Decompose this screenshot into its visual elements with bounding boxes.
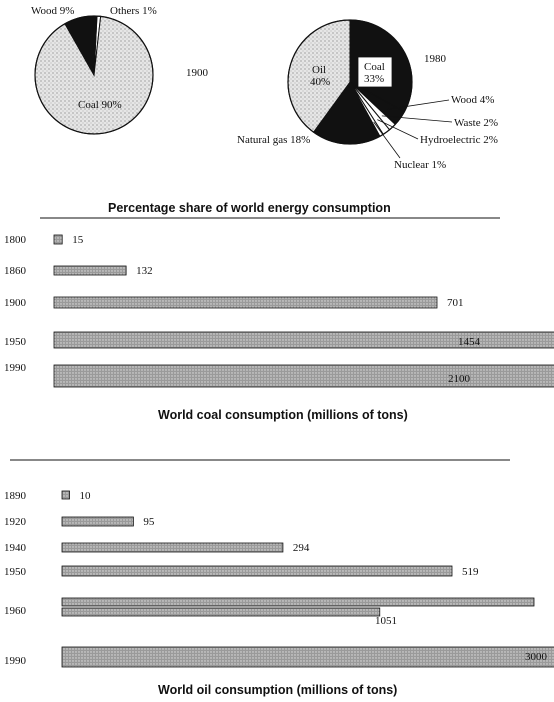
oil-year-label-1890: 1890: [4, 490, 26, 502]
oil-year-label-1920: 1920: [4, 516, 26, 528]
pie-1900-label-wood: Wood 9%: [31, 5, 75, 17]
oil-value-label-1960: 1051: [375, 615, 397, 627]
oil-year-label-1940: 1940: [4, 542, 26, 554]
coal-value-label-1950: 1454: [458, 336, 480, 348]
coal-bar-1990: [54, 365, 554, 387]
oil-bar-1920: [62, 517, 133, 526]
coal-year-label-1800: 1800: [4, 234, 26, 246]
pie-1900-year-label: 1900: [186, 67, 208, 79]
oil-bar-1890: [62, 491, 70, 499]
pie-1980-label-waste: Waste 2%: [454, 117, 499, 129]
pie-1900: [31, 5, 157, 134]
pie-1980-label-wood: Wood 4%: [451, 94, 495, 106]
oil-year-label-1990: 1990: [4, 655, 26, 667]
pie-1980-label-oil: Oil 40%: [310, 64, 331, 88]
pie-1980-label-nuclear: Nuclear 1%: [394, 159, 447, 171]
oil-bar-1960-cont: [62, 608, 380, 616]
oil-bar-1960: [62, 598, 534, 606]
pie-1980-label-natural-gas: Natural gas 18%: [237, 134, 311, 146]
coal-value-label-1900: 701: [447, 297, 464, 309]
oil-bar-1940: [62, 543, 283, 552]
pie-1980-label-coal: Coal 33%: [364, 61, 385, 85]
coal-value-label-1800: 15: [72, 234, 84, 246]
pie-1900-label-others: Others 1%: [110, 5, 157, 17]
pie-1900-label-coal: Coal 90%: [78, 99, 122, 111]
coal-bar-1900: [54, 297, 437, 308]
coal-year-label-1900: 1900: [4, 297, 26, 309]
oil-bar-chart: [4, 490, 554, 667]
coal-chart-title: World coal consumption (millions of tons): [158, 408, 408, 422]
oil-value-label-1890: 10: [79, 490, 91, 502]
pie-section-title: Percentage share of world energy consumption: [108, 201, 391, 215]
oil-value-label-1920: 95: [143, 516, 155, 528]
pie-1980: [237, 20, 498, 171]
coal-value-label-1860: 132: [136, 265, 153, 277]
oil-bar-1990: [62, 647, 554, 667]
pie-1980-label-hydroelectric: Hydroelectric 2%: [420, 134, 498, 146]
coal-bar-1860: [54, 266, 126, 275]
oil-year-label-1960: 1960: [4, 605, 26, 617]
oil-value-label-1950: 519: [462, 566, 479, 578]
coal-year-label-1990: 1990: [4, 362, 26, 374]
coal-bar-chart: [4, 234, 554, 387]
oil-bar-1950: [62, 566, 452, 576]
pie-1980-year-label: 1980: [424, 53, 446, 65]
oil-value-label-1990: 3000: [525, 651, 547, 663]
coal-bar-1800: [54, 235, 62, 244]
oil-chart-title: World oil consumption (millions of tons): [158, 683, 398, 697]
coal-year-label-1860: 1860: [4, 265, 26, 277]
oil-year-label-1950: 1950: [4, 566, 26, 578]
oil-value-label-1940: 294: [292, 542, 310, 554]
coal-year-label-1950: 1950: [4, 336, 26, 348]
coal-value-label-1990: 2100: [448, 373, 470, 385]
